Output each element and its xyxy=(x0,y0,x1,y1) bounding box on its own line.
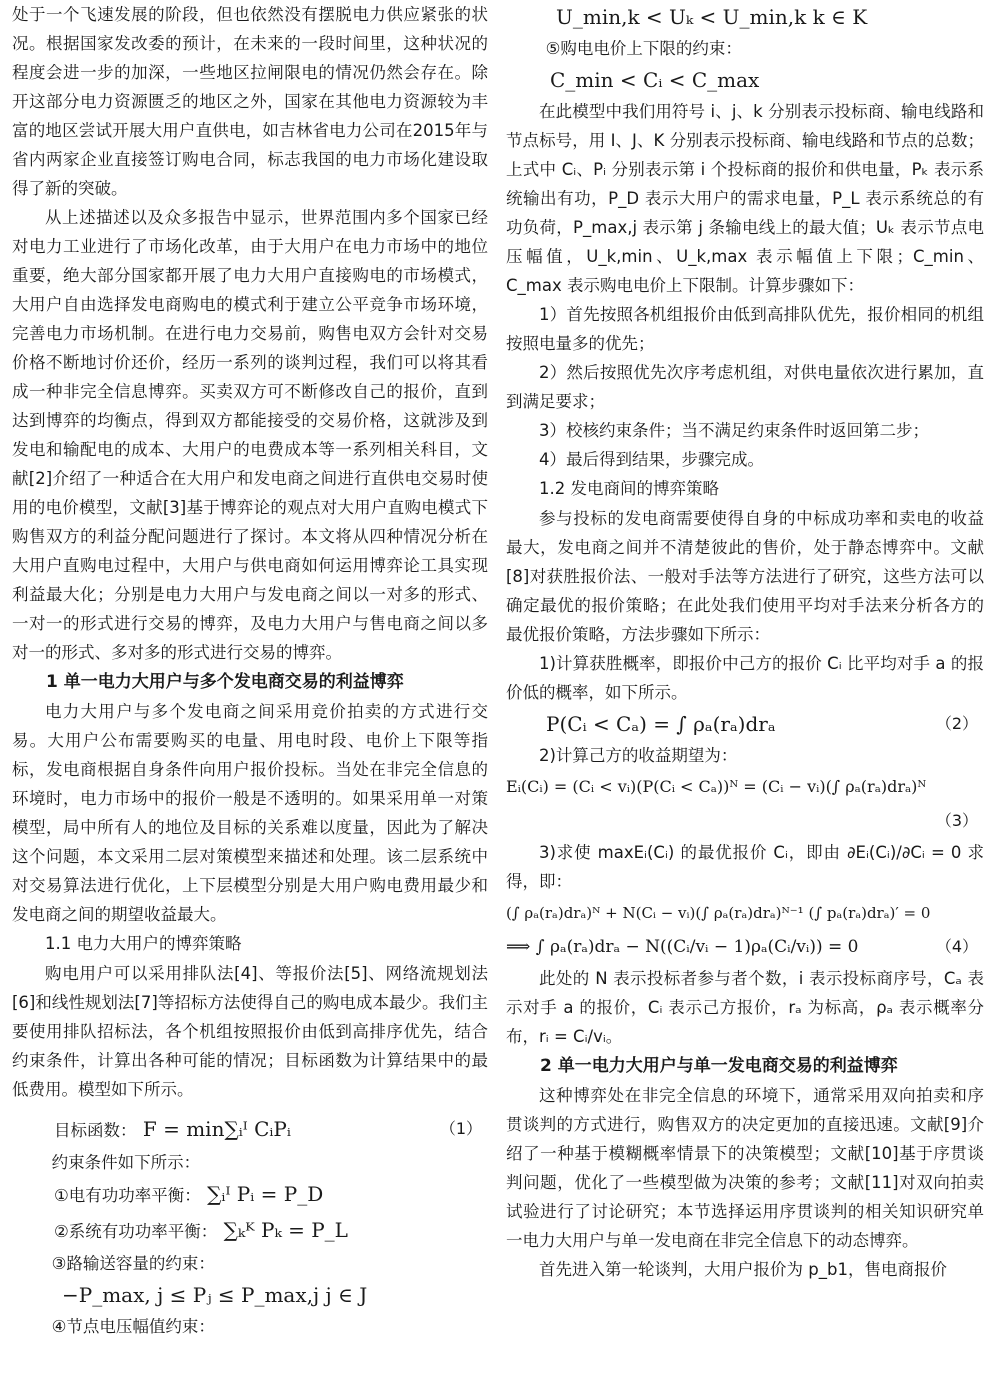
paragraph: 首先进入第一轮谈判，大用户报价为 p_b1，售电商报价 xyxy=(539,1260,947,1279)
step-item: 1)计算获胜概率，即报价中己方的报价 Cᵢ 比平均对手 a 的报价低的概率，如下所示。 xyxy=(506,654,984,702)
constraint-1 xyxy=(12,1177,488,1213)
equation-4a: (∫ ρₐ(rₐ)drₐ)ᴺ + N(Cᵢ − vᵢ)(∫ ρₐ(rₐ)drₐ)ᴺ⁻¹ (∫ pₐ(rₐ)drₐ)′ = 0 xyxy=(506,904,931,922)
paragraph: 这种博弈处在非完全信息的环境下，通常采用双向拍卖和序贯谈判的方式进行，购售双方的决定更加的直接迅速。文献[9]介绍了一种基于模糊概率情景下的决策模型；文献[10]基于序贯谈判问题，优化了一些模型做为决策的参考；文献[11]对双向拍卖试验进行了讨论研究；本节选择运用序贯谈判的相关知识研究单一电力大用户与单一发电商在非完全信息下的动态博弈。 xyxy=(506,1086,984,1250)
constraint-label: ④节点电压幅值约束： xyxy=(51,1317,215,1336)
paragraph: 此处的 N 表示投标者参与者个数，i 表示投标商序号，Cₐ 表示对手 a 的报价，Cᵢ 表示己方报价，rₐ 为标高，ρₐ 表示概率分布，rᵢ = Cᵢ/vᵢ。 xyxy=(506,969,984,1046)
subsection-heading: 1.1 电力大用户的博弈策略 xyxy=(45,934,242,953)
equation-label: 目标函数： xyxy=(54,1121,137,1140)
constraint-equation: ∑ₖᴷ Pₖ = P_L xyxy=(223,1218,348,1242)
section-heading: 2 单一电力大用户与单一发电商交易的利益博弈 xyxy=(540,1056,898,1076)
paragraph: 购电用户可以采用排队法[4]、等报价法[5]、网络流规划法[6]和线性规划法[7]等招标方法使得自己的购电成本最少。我们主要使用排队招标法，各个机组按照报价由低到高排序优先，结合约束条件，计算出各种可能的情况；目标函数为计算结果中的最低费用。模型如下所示。 xyxy=(12,964,488,1099)
paragraph: 从上述描述以及众多报告中显示，世界范围内多个国家已经对电力工业进行了市场化改革，由于大用户在电力市场中的地位重要，绝大部分国家都开展了电力大用户直接购电的市场模式，大用户自由选择发电商购电的模式利于建立公平竞争市场环境，完善电力市场机制。在进行电力交易前，购售电双方会针对交易价格不断地讨价还价，经历一系列的谈判过程，我们可以将其看成一种非完全信息博弈。买卖双方可不断修改自己的报价，直到达到博弈的均衡点，得到双方都能接受的交易价格，这就涉及到发电和输配电的成本、大用户的电费成本等一系列相关科目，文献[2]介绍了一种适合在大用户和发电商之间进行直供电交易时使用的电价模型，文献[3]基于博弈论的观点对大用户直购电模式下购售双方的利益分配问题进行了探讨。本文将从四种情况分析在大用户直购电过程中，大用户与供电商如何运用博弈论工具实现利益最大化；分别是电力大用户与发电商之间以一对多的形式、一对一的形式进行交易的博弈，及电力大用户与售电商之间以多对一的形式、多对多的形式进行交易的博弈。 xyxy=(12,208,488,662)
constraint-equation: ∑ᵢᴵ Pᵢ = P_D xyxy=(207,1182,324,1206)
paragraph: 参与投标的发电商需要使得自身的中标成功率和卖电的收益最大，发电商之间并不清楚彼此的售价，处于静态博弈中。文献[8]对获胜报价法、一般对手法等方法进行了研究，这些方法可以确定最优的报价策略；在此处我们使用平均对手法来分析各方的最优报价策略，方法步骤如下所示： xyxy=(506,509,984,644)
equation-number: （4） xyxy=(935,937,978,956)
constraint-label: ①电有功功率平衡： xyxy=(54,1186,201,1205)
equation-2 xyxy=(506,707,984,741)
equation-number: （3） xyxy=(935,811,978,830)
subsection-heading: 1.2 发电商间的博弈策略 xyxy=(539,479,719,498)
constraint-label: ②系统有功功率平衡： xyxy=(54,1222,218,1241)
equation-body: ⟹ ∫ ρₐ(rₐ)drₐ − N((Cᵢ/vᵢ − 1)ρₐ(Cᵢ/vᵢ)) = 0 xyxy=(506,937,859,957)
paragraph: 在此模型中我们用符号 i、j、k 分别表示投标商、输电线路和节点标号，用 I、J、K 分别表示投标商、输电线路和节点的总数；上式中 Cᵢ、Pᵢ 分别表示第 i 个投标商的报价和供电量，Pₖ 表示系统输出有功，P_D 表示大用户的需求电量，P_L 表示系统总的有功负荷，P_max,j 表示第 j 条输电线上的最大值；Uₖ 表示节点电压幅值，U_k,min、U_k,max 表示幅值上下限；C_min、C_max 表示购电电价上下限制。计算步骤如下： xyxy=(506,102,984,295)
step-item: 2)计算己方的收益期望为： xyxy=(539,746,738,765)
constraint-equation: −P_max, j ≤ Pⱼ ≤ P_max,j j ∈ J xyxy=(62,1283,368,1307)
paragraph-intro: 处于一个飞速发展的阶段，但也依然没有摆脱电力供应紧张的状况。根据国家发改委的预计，在未来的一段时间里，这种状况的程度会进一步的加深，一些地区拉闸限电的情况仍然会存在。除开这部分电力资源匮乏的地区之外，国家在其他电力资源较为丰富的地区尝试开展大用户直供电，如吉林省电力公司在2015年与省内两家企业直接签订购电合同，标志我国的电力市场化建设取得了新的突破。 xyxy=(12,5,488,198)
step-item: 1）首先按照各机组报价由低到高排队优先，报价相同的机组按照电量多的优先； xyxy=(506,305,984,353)
equation-3 xyxy=(506,770,984,804)
equation-1 xyxy=(12,1112,488,1148)
constraint-intro: 约束条件如下所示： xyxy=(51,1153,201,1172)
right-column xyxy=(506,0,984,1284)
step-item: 2）然后按照优先次序考虑机组，对供电量依次进行累加，直到满足要求； xyxy=(506,363,984,411)
section-heading: 1 单一电力大用户与多个发电商交易的利益博弈 xyxy=(46,672,404,692)
step-item: 4）最后得到结果，步骤完成。 xyxy=(539,450,764,469)
left-column xyxy=(12,0,488,1341)
paragraph: 电力大用户与多个发电商之间采用竞价拍卖的方式进行交易。大用户公布需要购买的电量、用电时段、电价上下限等指标，发电商根据自身条件向用户报价投标。当处在非完全信息的环境时，电力市场中的报价一般是不透明的。如果采用单一对策模型，局中所有人的地位及目标的关系难以度量，因此为了解决这个问题，本文采用二层对策模型来描述和处理。该二层系统中对交易算法进行优化，上下层模型分别是大用户购电费用最少和发电商之间的期望收益最大。 xyxy=(12,702,488,924)
step-item: 3）校核约束条件；当不满足约束条件时返回第二步； xyxy=(539,421,929,440)
constraint-label: ⑤购电电价上下限的约束： xyxy=(545,39,742,58)
equation-number: （2） xyxy=(935,714,978,733)
equation-4b xyxy=(506,930,984,964)
equation-3-number-line xyxy=(506,804,984,838)
equation-body: F = min∑ᵢᴵ CᵢPᵢ xyxy=(142,1117,291,1141)
constraint-equation: C_min < Cᵢ < C_max xyxy=(550,68,760,92)
constraint-2 xyxy=(12,1213,488,1249)
constraint-label: ③路输送容量的约束： xyxy=(51,1254,215,1273)
step-item: 3)求使 maxEᵢ(Cᵢ) 的最优报价 Cᵢ，即由 ∂Eᵢ(Cᵢ)/∂Cᵢ = 0 求得，即： xyxy=(506,843,984,891)
constraint-equation: U_min,k < Uₖ < U_min,k k ∈ K xyxy=(556,5,868,29)
equation-body: P(Cᵢ < Cₐ) = ∫ ρₐ(rₐ)drₐ xyxy=(546,712,776,736)
equation-number: （1） xyxy=(439,1119,482,1138)
equation-body: Eᵢ(Cᵢ) = (Cᵢ < vᵢ)(P(Cᵢ < Cₐ))ᴺ = (Cᵢ − vᵢ)(∫ ρₐ(rₐ)drₐ)ᴺ xyxy=(506,777,927,796)
